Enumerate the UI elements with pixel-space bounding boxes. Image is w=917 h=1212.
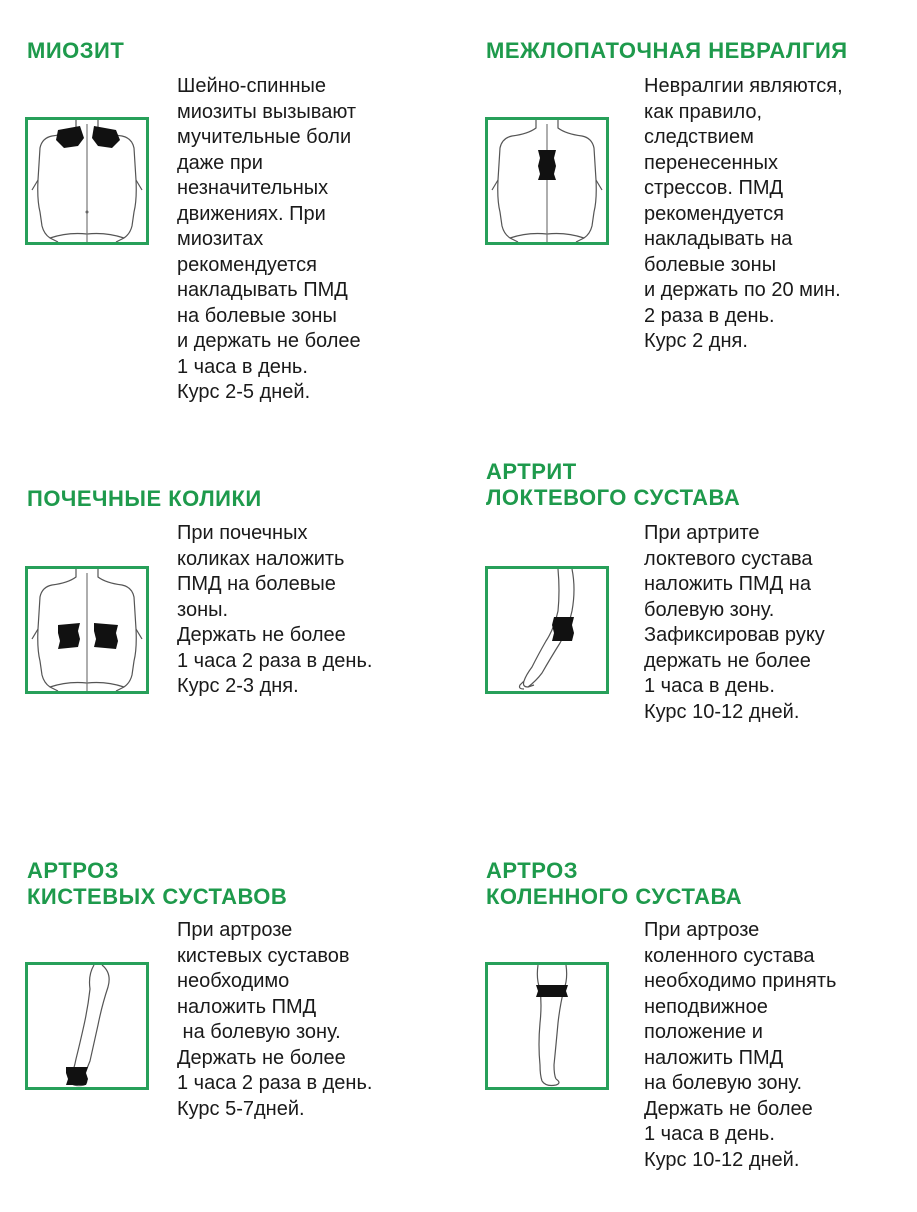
title-line: КИСТЕВЫХ СУСТАВОВ (27, 884, 288, 909)
title-line: МЕЖЛОПАТОЧНАЯ НЕВРАЛГИЯ (486, 38, 848, 63)
back-kidneys-icon (28, 569, 146, 691)
title-line: МИОЗИТ (27, 38, 125, 63)
title-line: АРТРИТ (486, 459, 577, 484)
arm-elbow-icon (488, 569, 606, 691)
arm-wrist-icon (28, 965, 146, 1087)
section-title (486, 38, 848, 64)
section-description: Невралгии являются, как правило, следствием перенесенных стрессов. ПМД рекомендуется накладывать на болевые зоны и держать по 20 мин. 2 раза в день. Курс 2 дня. (644, 75, 843, 352)
section-description: При артрозе коленного сустава необходимо принять неподвижное положение и наложить ПМД на болевую зону. Держать не более 1 часа в день. Курс 10-12 дней. (644, 919, 837, 1171)
illustration-frame (485, 962, 609, 1090)
title-line: КОЛЕННОГО СУСТАВА (486, 884, 743, 909)
title-line: ПОЧЕЧНЫЕ КОЛИКИ (27, 486, 262, 511)
illustration-frame (485, 566, 609, 694)
back-shoulders-icon (28, 120, 146, 242)
section-description: Шейно-спинные миозиты вызывают мучительные боли даже при незначительных движениях. При миозитах рекомендуется накладывать ПМД на болевые зоны и держать не более 1 часа в день. Курс 2-5 дней. (177, 75, 361, 403)
illustration-frame (25, 117, 149, 245)
section-description: При артрите локтевого сустава наложить ПМД на болевую зону. Зафиксировав руку держать не более 1 часа в день. Курс 10-12 дней. (644, 522, 825, 723)
section-description: При артрозе кистевых суставов необходимо наложить ПМД на болевую зону. Держать не более 1 часа 2 раза в день. Курс 5-7дней. (177, 919, 373, 1120)
illustration-frame (25, 566, 149, 694)
section-title (486, 459, 740, 511)
section-description: При почечных коликах наложить ПМД на болевые зоны. Держать не более 1 часа 2 раза в день. Курс 2-3 дня. (177, 522, 373, 697)
section-title (27, 38, 124, 64)
section-title (486, 858, 742, 910)
title-line: АРТРОЗ (27, 858, 119, 883)
section-title (27, 486, 262, 512)
leg-knee-icon (488, 965, 606, 1087)
title-line: ЛОКТЕВОГО СУСТАВА (486, 485, 741, 510)
section-title (27, 858, 287, 910)
illustration-frame (485, 117, 609, 245)
title-line: АРТРОЗ (486, 858, 578, 883)
illustration-frame (25, 962, 149, 1090)
back-midspine-icon (488, 120, 606, 242)
